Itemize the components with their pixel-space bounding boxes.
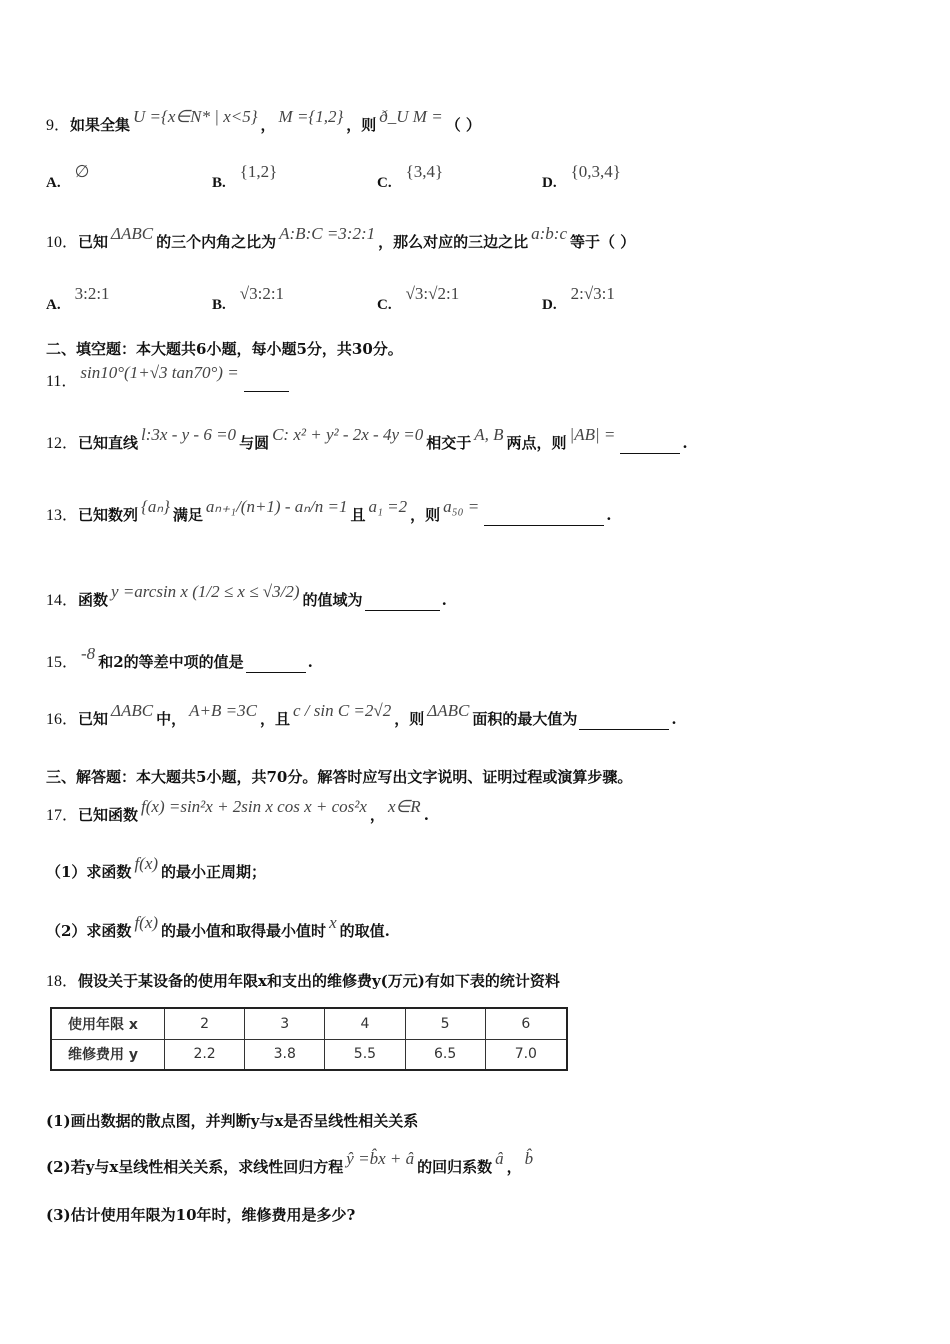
math-expression: l:3x - y - 6 =0 [141,425,237,444]
text: . [307,653,313,671]
option-value: ∅ [74,162,90,181]
answer-blank [579,708,669,730]
text: 的三个内角之比为 [156,233,277,251]
option-9-a [46,162,90,192]
text: 的回归系数 [417,1158,493,1176]
text: 和2的等差中项的值是 [98,653,244,671]
question-number: 15． [46,654,79,671]
table-cell: 7.0 [485,1039,567,1070]
text: 的值域为 [302,591,363,609]
math-expression: U ={x∈N* | x<5} [133,107,258,126]
question-9 [46,107,481,135]
text: (3)估计使用年限为10年时，维修费用是多少? [46,1206,356,1224]
text: . [441,591,447,609]
answer-blank [365,589,440,611]
question-15 [46,644,313,673]
question-number: 18． [46,973,79,990]
question-18-part-1 [46,1110,418,1131]
text: (2)若y与x呈线性相关关系，求线性回归方程 [46,1158,344,1176]
text: 与圆 [239,434,270,452]
question-10 [46,224,636,252]
question-18 [46,968,560,991]
table-cell: 4 [325,1008,405,1039]
text: ， [260,116,276,134]
question-number: 17． [46,807,79,824]
question-number: 10． [46,234,79,251]
math-expression: a₁ =2 [368,497,408,516]
text: 已知直线 [78,434,139,452]
math-expression: C: x² + y² - 2x - 4y =0 [272,425,424,444]
option-letter: A. [46,297,61,313]
table-cell: 2.2 [165,1039,245,1070]
text: 假设关于某设备的使用年限x和支出的维修费y(万元)有如下表的统计资料 [78,972,560,990]
math-expression: f(x) [134,854,159,873]
question-number: 9． [46,117,71,134]
question-11 [46,363,291,392]
text: （ ） [445,116,481,134]
text: 两点，则 [506,434,567,452]
answer-blank [244,370,289,392]
text: . [606,506,612,524]
answer-blank [620,432,680,454]
option-value: √3:√2:1 [405,284,460,303]
text: 如果全集 [70,116,131,134]
text: 的取值. [339,922,390,940]
option-10-b [212,284,285,314]
text: 的最小值和取得最小值时 [161,922,327,940]
question-17-part-2 [46,913,390,941]
math-expression: y =arcsin x (1/2 ≤ x ≤ √3/2) [111,582,300,601]
option-letter: A. [46,175,61,191]
text: 已知函数 [78,806,139,824]
option-letter: B. [212,175,226,191]
text: 三、解答题：本大题共5小题，共70分。解答时应写出文字说明、证明过程或演算步骤。 [46,768,633,786]
table-cell: 5.5 [325,1039,405,1070]
option-9-d [542,162,621,192]
section-3-heading [46,766,632,787]
table-row [51,1039,567,1070]
question-number: 16． [46,711,79,728]
question-17 [46,797,429,825]
math-expression: aₙ₊₁/(n+1) - aₙ/n =1 [205,497,348,516]
option-9-c [377,162,444,192]
math-expression: f(x) [134,913,159,932]
question-number: 11． [46,373,78,390]
text: ， [369,806,385,824]
math-expression: a:b:c [531,224,568,243]
option-letter: D. [542,297,557,313]
math-expression: |AB| = [569,425,616,444]
question-16 [46,701,677,730]
text: 已知数列 [78,506,139,524]
text: ，则 [346,116,377,134]
text: 等于（ ） [570,233,636,251]
math-expression: a₅₀ = [443,497,480,516]
math-expression: {aₙ} [141,497,170,516]
option-letter: D. [542,175,557,191]
text: 函数 [78,591,109,609]
math-expression: b̂ [524,1149,534,1168]
table-cell: 3 [245,1008,325,1039]
math-expression: â [495,1149,504,1168]
math-expression: ΔABC [427,701,470,720]
text: 满足 [172,506,203,524]
option-value: {1,2} [239,162,278,181]
option-value: 3:2:1 [74,284,110,303]
option-10-c [377,284,460,314]
text: . [671,710,677,728]
text: ，则 [410,506,441,524]
text: 且 [350,506,366,524]
option-10-a [46,284,110,314]
option-value: √3:2:1 [239,284,285,303]
math-expression: A:B:C =3:2:1 [279,224,376,243]
math-expression: c / sin C =2√2 [292,701,392,720]
statistics-table [50,1007,568,1071]
math-expression: A, B [474,425,504,444]
math-expression: A+B =3C [189,701,257,720]
text: ， [506,1158,522,1176]
row-header: 维修费用 y [51,1039,165,1070]
question-17-part-1 [46,854,267,882]
question-18-part-2 [46,1149,536,1177]
row-header: 使用年限 x [51,1008,165,1039]
text: . [682,434,688,452]
text: ，且 [259,710,290,728]
option-value: {0,3,4} [570,162,621,181]
question-14 [46,582,447,611]
option-value: 2:√3:1 [570,284,615,303]
math-expression: -8 [81,644,96,663]
table-cell: 6 [485,1008,567,1039]
answer-blank [246,651,306,673]
math-expression: x∈R [387,797,421,816]
text: ，则 [394,710,425,728]
option-letter: C. [377,297,392,313]
math-expression: ð_U M = [379,107,443,126]
table-cell: 6.5 [405,1039,485,1070]
question-12 [46,425,688,454]
math-expression: M ={1,2} [278,107,344,126]
math-expression: sin10°(1+√3 tan70°) = [80,363,239,382]
math-expression: ΔABC [111,224,154,243]
text: . [423,806,429,824]
section-2-heading [46,338,403,359]
table-cell: 5 [405,1008,485,1039]
option-letter: C. [377,175,392,191]
question-number: 12． [46,435,79,452]
text: 中， [156,710,187,728]
text: 面积的最大值为 [472,710,578,728]
option-letter: B. [212,297,226,313]
text: （1）求函数 [46,863,132,881]
text: （2）求函数 [46,922,132,940]
math-expression: f(x) =sin²x + 2sin x cos x + cos²x [141,797,367,816]
text: 二、填空题：本大题共6小题，每小题5分，共30分。 [46,340,403,358]
text: ，那么对应的三边之比 [378,233,529,251]
text: 已知 [78,233,109,251]
text: 相交于 [426,434,472,452]
text: (1)画出数据的散点图，并判断y与x是否呈线性相关关系 [46,1112,419,1130]
text: 的最小正周期； [161,863,267,881]
math-expression: x [329,913,337,932]
table-cell: 2 [165,1008,245,1039]
math-expression: ŷ =b̂x + â [346,1149,415,1168]
text: 已知 [78,710,109,728]
answer-blank [484,504,604,526]
question-number: 13． [46,507,79,524]
option-value: {3,4} [405,162,444,181]
table-cell: 3.8 [245,1039,325,1070]
question-18-part-3 [46,1204,355,1225]
option-10-d [542,284,615,314]
option-9-b [212,162,278,192]
question-number: 14． [46,592,79,609]
question-13 [46,497,612,526]
table-row [51,1008,567,1039]
math-expression: ΔABC [111,701,154,720]
